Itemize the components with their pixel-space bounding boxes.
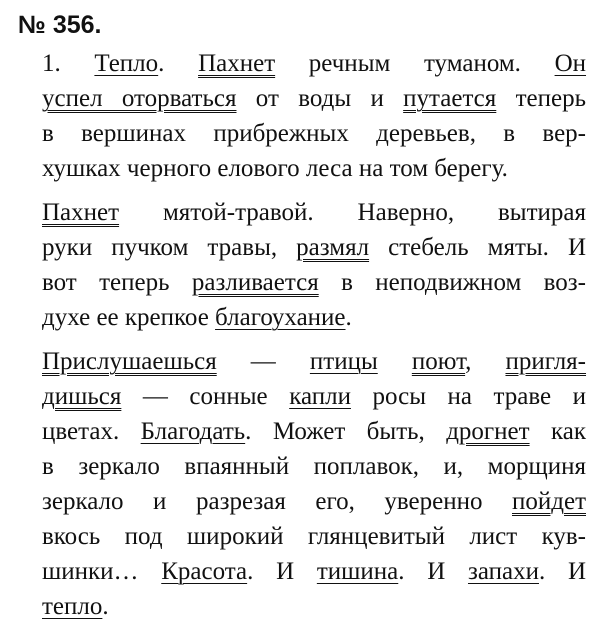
text-segment: . Может быть, xyxy=(245,418,447,445)
text-segment: стебель мяты. И xyxy=(369,234,587,261)
text-line xyxy=(42,519,586,554)
text-line xyxy=(42,81,586,116)
text-segment: речным туманом. xyxy=(275,50,555,77)
text-line xyxy=(42,230,586,265)
paragraph xyxy=(42,344,586,624)
predicate-word: путается xyxy=(403,85,497,112)
text-segment: вкось под широкий глянцевитый лист кув- xyxy=(42,523,586,550)
text-segment: . И xyxy=(398,558,468,585)
text-segment: мятой-травой. Наверно, вытирая xyxy=(119,199,586,226)
text-segment: духе ее крепкое xyxy=(42,304,216,331)
text-line xyxy=(42,151,586,186)
subject-word: птицы xyxy=(309,348,378,375)
text-segment: в зеркало впаянный поплавок, и, морщиня xyxy=(42,453,586,480)
subject-word: благоухание xyxy=(215,304,346,331)
text-line xyxy=(42,554,586,589)
text-line xyxy=(42,414,586,449)
text-line xyxy=(42,449,586,484)
text-line xyxy=(42,589,586,624)
subject-word: Тепло xyxy=(94,50,159,77)
text-segment: . И xyxy=(247,558,317,585)
subject-word: тишина xyxy=(316,558,399,585)
text-segment: . xyxy=(158,50,199,77)
text-segment: росы на траве и xyxy=(350,383,587,410)
predicate-word: дишься xyxy=(42,383,122,410)
predicate-word: размял xyxy=(296,234,370,261)
subject-word: Благодать xyxy=(140,418,246,445)
text-segment: — xyxy=(216,348,310,375)
subject-word: капли xyxy=(289,383,351,410)
text-segment: хушках черного елового леса на том берегу. xyxy=(42,155,508,182)
text-line xyxy=(42,195,586,230)
text-segment: как xyxy=(529,418,587,445)
text-segment: . И xyxy=(538,558,586,585)
text-segment: . xyxy=(345,304,352,331)
exercise-number: № 356. xyxy=(18,11,102,39)
predicate-word: пригля- xyxy=(505,348,587,375)
text-line xyxy=(42,379,586,414)
text-segment: в неподвижном воз- xyxy=(318,269,586,296)
exercise-text xyxy=(42,46,586,624)
predicate-word: дрогнет xyxy=(446,418,530,445)
text-segment: шинки… xyxy=(42,558,162,585)
text-line xyxy=(42,484,586,519)
text-segment: — сонные xyxy=(121,383,290,410)
predicate-word: успел оторваться xyxy=(42,85,237,112)
text-segment: вот теперь xyxy=(42,269,192,296)
text-segment: , xyxy=(465,348,506,375)
text-line xyxy=(42,300,586,335)
paragraph xyxy=(42,46,586,186)
predicate-word: Пахнет xyxy=(42,199,120,226)
predicate-word: пойдет xyxy=(512,488,586,515)
text-line xyxy=(42,116,586,151)
subject-word: тепло xyxy=(42,593,103,620)
text-segment: цветах. xyxy=(42,418,141,445)
text-segment: в вершинах прибрежных деревьев, в вер- xyxy=(42,120,586,147)
text-segment: руки пучком травы, xyxy=(42,234,297,261)
predicate-word: поют xyxy=(411,348,466,375)
paragraph xyxy=(42,195,586,335)
subject-word: Красота xyxy=(161,558,248,585)
subject-word: Он xyxy=(554,50,587,77)
subject-word: запахи xyxy=(467,558,539,585)
text-segment: 1. xyxy=(42,50,95,77)
predicate-word: Прислушаешься xyxy=(42,348,217,375)
predicate-word: разливается xyxy=(191,269,319,296)
text-segment xyxy=(378,348,412,375)
predicate-word: Пахнет xyxy=(198,50,276,77)
text-line xyxy=(42,344,586,379)
text-segment: зеркало и разрезая его, уверенно xyxy=(42,488,512,515)
text-line xyxy=(42,265,586,300)
text-segment: от воды и xyxy=(236,85,404,112)
text-line xyxy=(42,46,586,81)
text-segment: . xyxy=(102,593,109,620)
text-segment: теперь xyxy=(496,85,586,112)
